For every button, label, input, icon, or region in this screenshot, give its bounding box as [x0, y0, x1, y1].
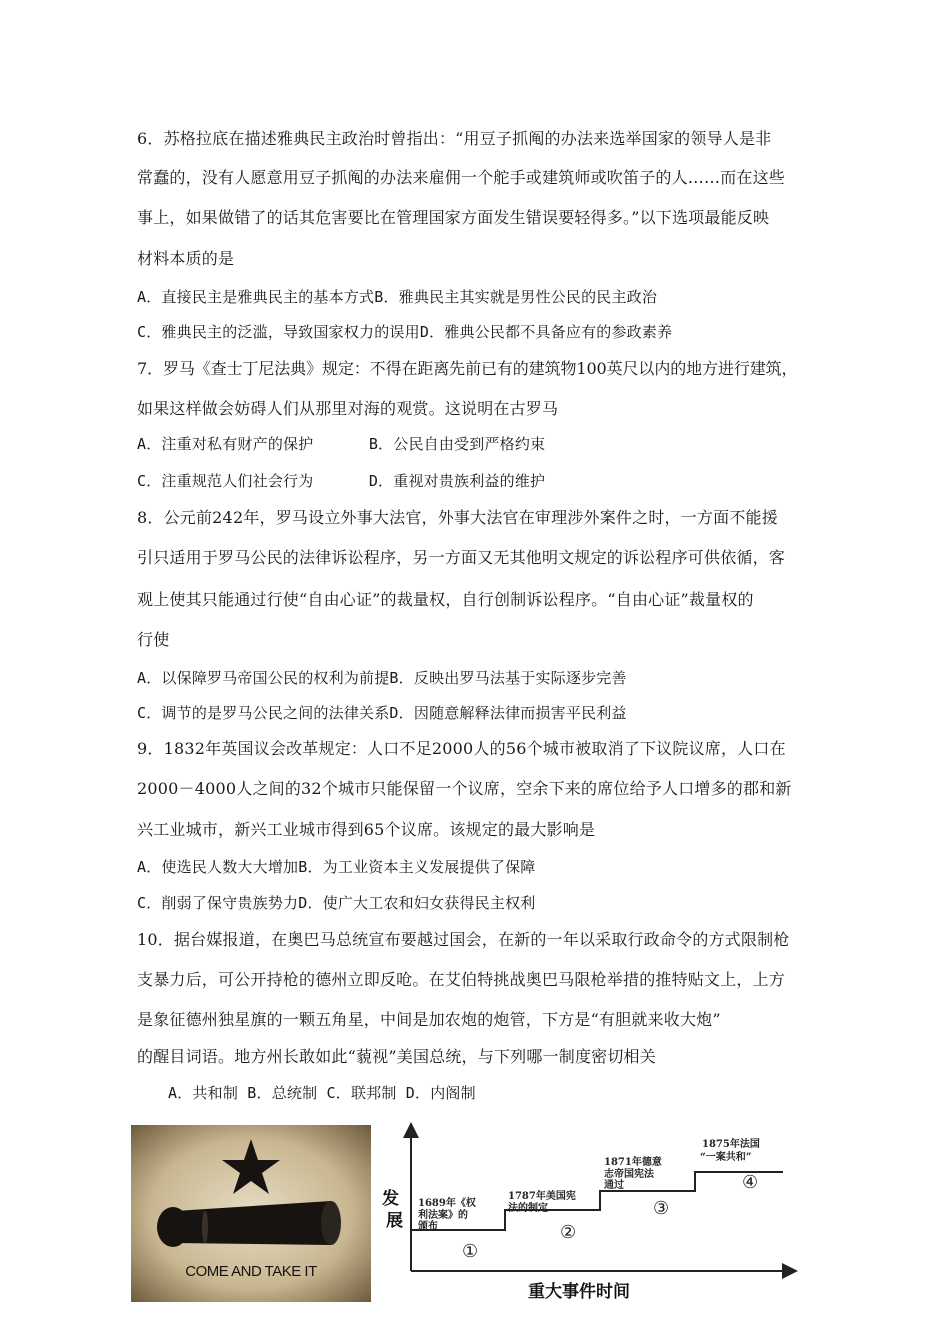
event-1-text-2: 利法案》的	[418, 1210, 468, 1221]
event-2-number: ②	[560, 1222, 577, 1243]
q7-options-ab: A．注重对私有财产的保护 B．公民自由受到严格约束	[137, 435, 546, 453]
q7-stem-line-1: 7．罗马《查士丁尼法典》规定：不得在距离先前已有的建筑物100英尺以内的地方进行建筑，	[137, 359, 798, 378]
q10-stem-line-3: 是象征德州独星旗的一颗五角星，中间是加农炮的炮管，下方是“有胆就来收大炮”	[137, 1010, 721, 1029]
q6-stem-line-4: 材料本质的是	[137, 249, 235, 268]
come-and-take-it-flag-image	[131, 1125, 371, 1302]
event-2-text-1: 1787年美国宪	[508, 1191, 576, 1202]
q10-stem-line-2: 支暴力后，可公开持枪的德州立即反呛。在艾伯特挑战奥巴马限枪举措的推特贴文上，上方	[137, 970, 786, 989]
flag-caption: COME AND TAKE IT	[185, 1263, 317, 1280]
event-2-text-2: 法的制定	[508, 1203, 548, 1214]
q8-stem-line-1: 8．公元前242年，罗马设立外事大法官，外事大法官在审理涉外案件之时，一方面不能援	[137, 508, 778, 527]
event-3-text-2: 志帝国宪法	[604, 1169, 654, 1180]
y-axis-label-1: 发	[382, 1189, 399, 1209]
q8-stem-line-2: 引只适用于罗马公民的法律诉讼程序，另一方面又无其他明文规定的诉讼程序可供依循，客	[137, 548, 786, 567]
event-1-number: ①	[462, 1241, 479, 1262]
q9-options-ab: A．使选民人数大大增加B．为工业资本主义发展提供了保障	[137, 858, 536, 876]
q8-options-ab: A．以保障罗马帝国公民的权利为前提B．反映出罗马法基于实际逐步完善	[137, 669, 627, 687]
q6-stem-line-2: 常蠢的，没有人愿意用豆子抓阄的办法来雇佣一个舵手或建筑师或吹笛子的人……而在这些	[137, 168, 786, 187]
event-3-text-3: 通过	[604, 1180, 624, 1191]
q9-stem-line-2: 2000－4000人之间的32个城市只能保留一个议席，空余下来的席位给予人口增多的郡和新	[137, 779, 792, 798]
y-axis-label-2: 展	[386, 1211, 403, 1231]
q10-stem-line-1: 10．据台媒报道，在奥巴马总统宣布要越过国会，在新的一年以采取行政命令的方式限制枪	[137, 930, 790, 949]
q8-options-cd: C．调节的是罗马公民之间的法律关系D．因随意解释法律而损害平民利益	[137, 704, 627, 722]
event-1-text-1: 1689年《权	[418, 1198, 476, 1209]
q6-options-cd: C．雅典民主的泛滥，导致国家权力的误用D．雅典公民都不具备应有的参政素养	[137, 323, 673, 341]
q6-stem-line-1: 6．苏格拉底在描述雅典民主政治时曾指出：“用豆子抓阄的办法来选举国家的领导人是非	[137, 129, 772, 148]
event-4-number: ④	[742, 1172, 759, 1193]
q6-stem-line-3: 事上，如果做错了的话其危害要比在管理国家方面发生错误要轻得多。”以下选项最能反映	[137, 208, 770, 227]
q10-stem-line-4: 的醒目词语。地方州长敢如此“藐视”美国总统，与下列哪一制度密切相关	[137, 1047, 656, 1066]
q9-stem-line-1: 9．1832年英国议会改革规定：人口不足2000人的56个城市被取消了下议院议席，人口在	[137, 739, 786, 758]
event-4-text-2: “一案共和”	[700, 1152, 752, 1163]
q8-stem-line-4: 行使	[137, 630, 170, 649]
event-4-text-1: 1875年法国	[702, 1139, 760, 1150]
x-axis-label: 重大事件时间	[528, 1282, 630, 1302]
q6-options-ab: A．直接民主是雅典民主的基本方式B．雅典民主其实就是男性公民的民主政治	[137, 288, 658, 306]
flag-illustration	[131, 1125, 371, 1302]
event-3-number: ③	[653, 1198, 670, 1219]
q9-stem-line-3: 兴工业城市，新兴工业城市得到65个议席。该规定的最大影响是	[137, 820, 596, 839]
q9-options-cd: C．削弱了保守贵族势力D．使广大工农和妇女获得民主权利	[137, 894, 536, 912]
step-graph-svg	[378, 1118, 798, 1308]
event-1-text-3: 颁布	[418, 1221, 438, 1232]
event-3-text-1: 1871年德意	[604, 1157, 662, 1168]
q8-stem-line-3: 观上使其只能通过行使“自由心证”的裁量权，自行创制诉讼程序。“自由心证”裁量权的	[137, 590, 754, 609]
development-step-graph	[378, 1118, 798, 1308]
q7-stem-line-2: 如果这样做会妨碍人们从那里对海的观赏。这说明在古罗马	[137, 399, 559, 418]
q10-options: A．共和制 B．总统制 C．联邦制 D．内阁制	[168, 1084, 476, 1102]
q7-options-cd: C．注重规范人们社会行为 D．重视对贵族利益的维护	[137, 472, 546, 490]
